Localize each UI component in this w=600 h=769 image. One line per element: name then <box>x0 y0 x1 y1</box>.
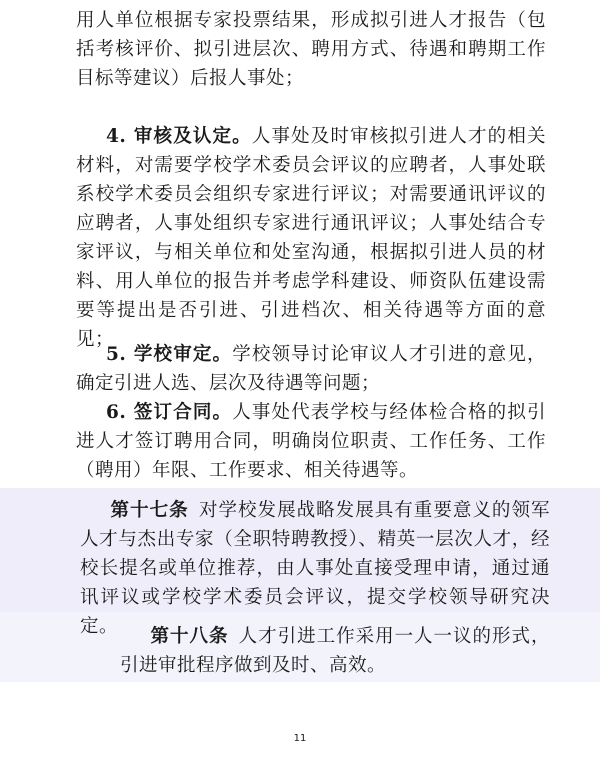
article-heading: 第十八条 <box>150 626 229 647</box>
paragraph-heading: 5. 学校审定。 <box>106 344 233 365</box>
article-17 <box>80 496 550 641</box>
paragraph-continuation <box>76 6 546 93</box>
article-text: 对学校发展战略发展具有重要意义的领军人才与杰出专家（全职特聘教授）、精英一层次人才，经校长提名或单位推荐，由人事处直接受理申请，通过通讯评议或学校学术委员会评议，提交学校领导研究决定。 <box>80 500 550 637</box>
paragraph-school-approval <box>76 340 546 398</box>
article-18 <box>120 622 550 680</box>
paragraph-review-and-approval <box>76 122 546 354</box>
paragraph-heading: 6. 签订合同。 <box>106 402 233 423</box>
article-text: 人才引进工作采用一人一议的形式，引进审批程序做到及时、高效。 <box>120 626 550 676</box>
paragraph-text: 用人单位根据专家投票结果，形成拟引进人才报告（包括考核评价、拟引进层次、聘用方式、待遇和聘期工作目标等建议）后报人事处； <box>76 10 546 89</box>
paragraph-text: 人事处及时审核拟引进人才的相关材料，对需要学校学术委员会评议的应聘者，人事处联系校学术委员会组织专家进行评议；对需要通讯评议的应聘者，人事处组织专家进行通讯评议；人事处结合专家评议，与相关单位和处室沟通，根据拟引进人员的材料、用人单位的报告并考虑学科建设、师资队伍建设需要等提出是否引进、引进档次、相关待遇等方面的意见； <box>76 126 546 350</box>
paragraph-text: 学校领导讨论审议人才引进的意见，确定引进人选、层次及待遇等问题； <box>76 344 546 394</box>
page-number: 11 <box>293 733 307 744</box>
article-heading: 第十七条 <box>110 500 189 521</box>
paragraph-heading: 4. 审核及认定。 <box>106 126 252 147</box>
paragraph-sign-contract <box>76 398 546 485</box>
paragraph-text: 人事处代表学校与经体检合格的拟引进人才签订聘用合同，明确岗位职责、工作任务、工作（聘用）年限、工作要求、相关待遇等。 <box>76 402 546 481</box>
